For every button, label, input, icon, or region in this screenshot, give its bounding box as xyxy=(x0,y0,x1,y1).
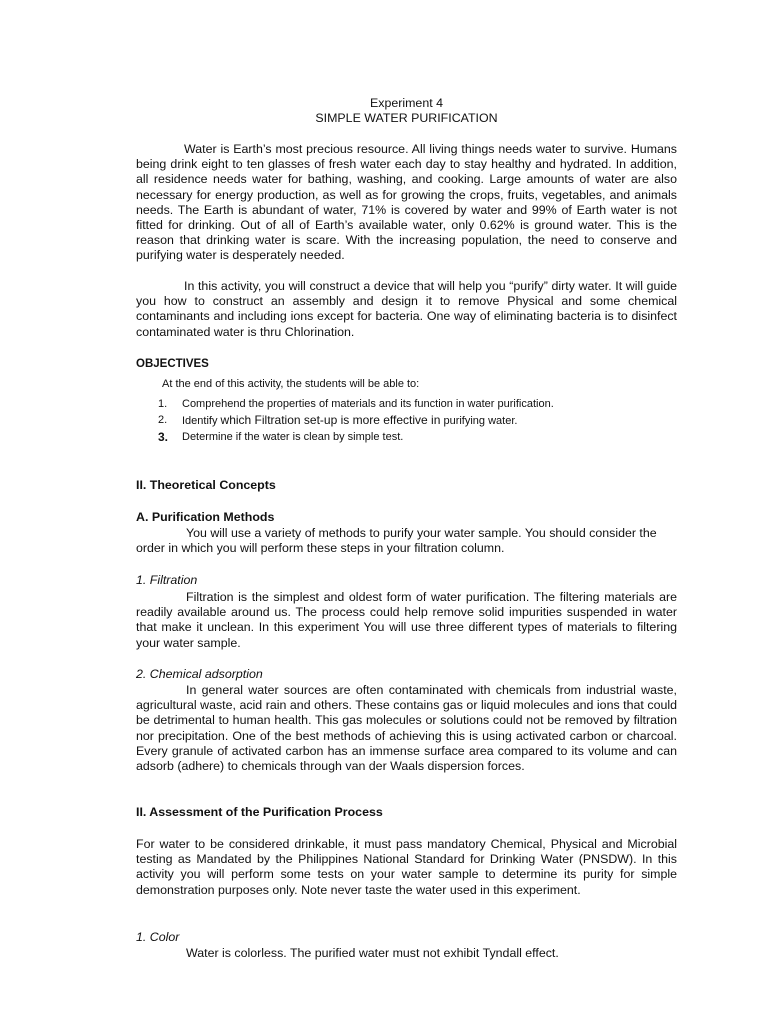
color-text: Water is colorless. The purified water must not exhibit Tyndall effect. xyxy=(186,946,559,960)
theoretical-concepts-heading: II. Theoretical Concepts xyxy=(136,478,276,492)
assessment-text: For water to be considered drinkable, it must pass mandatory Chemical, Physical and Microbial testing as Mandated by the Philippines National Standard for Drinking Water (PNSDW). In this activity you will perform some tests on your water sample to determine its purity for simple demonstration purposes only. Note never taste the water used in this experiment. xyxy=(136,837,677,897)
intro-paragraph-2: In this activity, you will construct a device that will help you “purify” dirty water. It will guide you how to construct an assembly and design it to remove Physical and some chemical contaminants and including ions except for bacteria. One way of eliminating bacteria is to disinfect contaminated water is thru Chlorination. xyxy=(136,279,677,339)
objective-text: Determine if the water is clean by simple test. xyxy=(182,431,404,443)
filtration-heading: 1. Filtration xyxy=(136,573,198,587)
purification-methods-heading: A. Purification Methods xyxy=(136,510,275,524)
objective-item xyxy=(136,429,677,445)
assessment-heading: II. Assessment of the Purification Process xyxy=(136,805,383,819)
objectives-intro: At the end of this activity, the students will be able to: xyxy=(162,378,420,390)
chemical-adsorption-text: In general water sources are often contaminated with chemicals from industrial waste, agricultural waste, acid rain and others. These contains gas or liquid molecules and ions that could be detrimental to human health. This gas molecules or solutions could not be removed by filtration nor precipitation. One of the best methods of achieving this is using activated carbon or charcoal. Every granule of activated carbon has an immense surface area compared to its volume and can adsorb (adhere) to chemicals through van der Waals dispersion forces. xyxy=(136,683,677,774)
chemical-adsorption-heading: 2. Chemical adsorption xyxy=(136,667,263,681)
objective-text-pre: Identify xyxy=(182,415,221,427)
experiment-number: Experiment 4 xyxy=(369,96,443,110)
objective-item xyxy=(136,396,677,412)
objective-text: Comprehend the properties of materials and its function in water purification. xyxy=(182,398,554,410)
color-heading: 1. Color xyxy=(136,930,180,944)
objective-text-mid: which Filtration set-up is more effective in xyxy=(220,413,441,427)
objective-number: 2. xyxy=(158,414,168,426)
objective-item xyxy=(136,412,677,429)
document-title: SIMPLE WATER PURIFICATION xyxy=(315,111,498,125)
intro-paragraph-1: Water is Earth’s most precious resource. All living things needs water to survive. Humans being drink eight to ten glasses of fresh water each day to stay healthy and hydrated. In addition, all residence needs water for bathing, washing, and cooking. Large amounts of water are also necessary for energy production, as well as for growing the crops, fruits, vegetables, and animals needs. The Earth is abundant of water, 71% is covered by water and 99% of Earth water is not fitted for drinking. Out of all of Earth’s available water, only 0.62% is ground water. This is the reason that drinking water is scare. With the increasing population, the need to conserve and purifying water is desperately needed. xyxy=(136,142,677,263)
objective-text-post: purifying water. xyxy=(440,415,518,427)
filtration-text: Filtration is the simplest and oldest form of water purification. The filtering materials are readily available around us. The process could help remove solid impurities suspended in water that make it unclean. In this experiment You will use three different types of materials to filtering your water sample. xyxy=(136,590,677,650)
objective-number: 1. xyxy=(158,398,168,410)
objective-number: 3. xyxy=(158,430,169,444)
objectives-heading: OBJECTIVES xyxy=(136,358,209,370)
purification-methods-text: You will use a variety of methods to purify your water sample. You should consider the order in which you will perform these steps in your filtration column. xyxy=(136,526,657,556)
objectives-list xyxy=(136,396,677,445)
